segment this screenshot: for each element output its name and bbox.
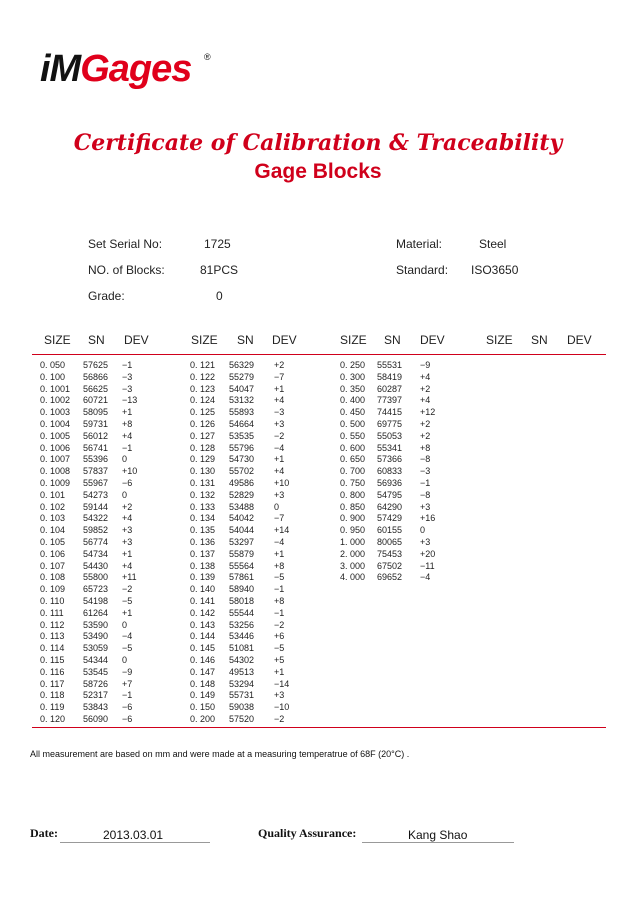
serial-label: Set Serial No: — [88, 237, 163, 251]
col2-dev-header: DEV — [272, 333, 297, 347]
sn-cell: 57520 — [229, 714, 255, 724]
size-cell: 0. 111 — [40, 607, 64, 618]
sn-cell: 53297 — [229, 537, 255, 547]
dev-cell: −10 — [274, 702, 290, 713]
sn-cell: 53490 — [83, 631, 109, 642]
size-cell: 0. 1003 — [40, 407, 71, 418]
dev-cell: +4 — [274, 395, 285, 406]
dev-cell: −1 — [420, 478, 431, 488]
dev-cell: −1 — [274, 584, 285, 595]
size-cell: 0. 146 — [190, 655, 216, 665]
size-cell: 0. 118 — [40, 690, 65, 701]
size-cell: 0. 127 — [190, 430, 216, 441]
size-cell: 0. 139 — [190, 572, 216, 583]
sn-cell: 54044 — [229, 525, 255, 536]
sn-cell: 52829 — [229, 489, 255, 500]
size-cell: 0. 1006 — [40, 442, 71, 453]
sn-cell: 59852 — [83, 525, 109, 536]
dev-cell: −9 — [420, 360, 431, 370]
sn-cell: 59731 — [83, 419, 109, 429]
size-cell: 0. 400 — [340, 395, 366, 406]
size-cell: 4. 000 — [340, 572, 366, 583]
dev-cell: −13 — [122, 395, 138, 406]
col4-sn-header: SN — [531, 333, 548, 347]
size-cell: 0. 136 — [190, 537, 216, 547]
size-cell: 0. 145 — [190, 643, 216, 654]
sn-cell: 55396 — [83, 454, 109, 465]
dev-cell: −9 — [122, 666, 133, 677]
dev-cell: −5 — [274, 572, 285, 583]
dev-cell: −1 — [122, 360, 133, 370]
sn-cell: 53294 — [229, 678, 255, 689]
size-cell: 0. 950 — [340, 525, 366, 536]
dev-cell: −4 — [122, 631, 133, 642]
dev-cell: 0 — [420, 525, 426, 536]
sn-cell: 52317 — [83, 690, 109, 701]
dev-cell: −2 — [274, 430, 285, 441]
sn-cell: 53545 — [83, 666, 109, 677]
dev-cell: −8 — [420, 454, 431, 465]
dev-cell: −2 — [274, 619, 285, 630]
dev-cell: +8 — [274, 560, 285, 571]
sn-cell: 54734 — [83, 548, 109, 559]
size-cell: 0. 117 — [40, 678, 65, 689]
dev-cell: +7 — [122, 678, 133, 689]
grade-value: 0 — [216, 289, 223, 303]
sn-cell: 55731 — [229, 690, 255, 701]
size-cell: 0. 116 — [40, 666, 65, 677]
size-cell: 0. 129 — [190, 454, 216, 465]
blocks-label: NO. of Blocks: — [88, 263, 165, 277]
size-cell: 0. 750 — [340, 478, 366, 488]
size-cell: 0. 115 — [40, 655, 65, 665]
size-cell: 0. 125 — [190, 407, 216, 418]
sn-cell: 51081 — [229, 643, 255, 654]
sn-cell: 53256 — [229, 619, 255, 630]
sn-cell: 53590 — [83, 619, 109, 630]
col1-dev-header: DEV — [124, 333, 149, 347]
qa-value: Kang Shao — [408, 828, 468, 842]
dev-cell: +14 — [274, 525, 290, 536]
size-cell: 0. 250 — [340, 360, 366, 370]
col3-size-header: SIZE — [340, 333, 367, 347]
size-cell: 0. 137 — [190, 548, 216, 559]
dev-cell: −5 — [274, 643, 285, 654]
sn-cell: 56936 — [377, 478, 403, 488]
dev-cell: +3 — [122, 537, 133, 547]
sn-cell: 60155 — [377, 525, 403, 536]
size-cell: 0. 128 — [190, 442, 216, 453]
dev-cell: +2 — [420, 383, 431, 394]
measurement-note: All measurement are based on mm and were made at a measuring temperatrue of 68F (20°C) . — [30, 749, 410, 759]
serial-value: 1725 — [204, 237, 231, 251]
size-cell: 0. 050 — [40, 360, 66, 370]
size-cell: 0. 144 — [190, 631, 216, 642]
qa-signature-line — [362, 842, 514, 843]
sn-cell: 49513 — [229, 666, 255, 677]
size-cell: 0. 131 — [190, 478, 216, 488]
sn-cell: 56012 — [83, 430, 109, 441]
sn-cell: 54273 — [83, 489, 109, 500]
dev-cell: +4 — [420, 395, 431, 406]
dev-cell: +3 — [274, 419, 285, 429]
dev-cell: −1 — [274, 607, 285, 618]
size-cell: 0. 140 — [190, 584, 216, 595]
dev-cell: +2 — [420, 430, 431, 441]
size-cell: 0. 1005 — [40, 430, 71, 441]
dev-cell: +3 — [420, 537, 431, 547]
sn-cell: 77397 — [377, 395, 403, 406]
sn-cell: 55279 — [229, 371, 255, 382]
sn-cell: 54047 — [229, 383, 255, 394]
dev-cell: −3 — [420, 466, 431, 477]
dev-cell: −7 — [274, 371, 285, 382]
sn-cell: 74415 — [377, 407, 403, 418]
size-cell: 2. 000 — [340, 548, 366, 559]
certificate-title: Certificate of Calibration & Traceability — [73, 130, 563, 156]
material-label: Material: — [396, 237, 443, 251]
sn-cell: 59038 — [229, 702, 255, 713]
sn-cell: 60833 — [377, 466, 403, 477]
size-cell: 0. 143 — [190, 619, 216, 630]
sn-cell: 55341 — [377, 442, 403, 453]
dev-cell: +10 — [274, 478, 290, 488]
size-cell: 0. 122 — [190, 371, 216, 382]
dev-cell: −8 — [420, 489, 431, 500]
dev-cell: +1 — [274, 666, 285, 677]
sn-cell: 64290 — [377, 501, 403, 512]
dev-cell: −1 — [122, 690, 133, 701]
sn-cell: 54322 — [83, 513, 109, 524]
size-cell: 0. 148 — [190, 678, 216, 689]
size-cell: 0. 142 — [190, 607, 216, 618]
size-cell: 0. 550 — [340, 430, 366, 441]
sn-cell: 56625 — [83, 383, 109, 394]
qa-label: Quality Assurance: — [258, 826, 357, 840]
size-cell: 0. 450 — [340, 407, 366, 418]
col4-dev-header: DEV — [567, 333, 592, 347]
dev-cell: +3 — [420, 501, 431, 512]
size-cell: 0. 130 — [190, 466, 216, 477]
date-label: Date: — [30, 826, 58, 840]
standard-label: Standard: — [396, 263, 449, 277]
dev-cell: +2 — [420, 419, 431, 429]
sn-cell: 53059 — [83, 643, 109, 654]
sn-cell: 58018 — [229, 596, 255, 606]
sn-cell: 53488 — [229, 501, 255, 512]
sn-cell: 54664 — [229, 419, 255, 429]
dev-cell: +4 — [122, 513, 133, 524]
dev-cell: −3 — [122, 371, 133, 382]
col2-size-header: SIZE — [191, 333, 218, 347]
size-cell: 0. 135 — [190, 525, 216, 536]
dev-cell: +4 — [122, 430, 133, 441]
dev-cell: +2 — [274, 360, 285, 370]
sn-cell: 56866 — [83, 371, 109, 382]
sn-cell: 54344 — [83, 655, 109, 665]
date-value: 2013.03.01 — [103, 828, 164, 842]
dev-cell: +1 — [274, 454, 285, 465]
size-cell: 0. 1002 — [40, 395, 71, 406]
col1-sn-header: SN — [88, 333, 105, 347]
sn-cell: 67502 — [377, 560, 403, 571]
dev-cell: +2 — [122, 501, 133, 512]
sn-cell: 55564 — [229, 560, 255, 571]
dev-cell: +8 — [122, 419, 133, 429]
size-cell: 0. 103 — [40, 513, 66, 524]
logo-prefix: iM — [40, 48, 81, 90]
table-top-rule — [32, 354, 606, 355]
size-cell: 0. 123 — [190, 383, 216, 394]
dev-cell: +6 — [274, 631, 285, 642]
size-cell: 0. 110 — [40, 596, 65, 606]
dev-cell: −6 — [122, 478, 133, 488]
sn-cell: 69775 — [377, 419, 403, 429]
registered-mark: ® — [204, 52, 211, 62]
col2-sn-header: SN — [237, 333, 254, 347]
dev-cell: +1 — [122, 407, 133, 418]
sn-cell: 57861 — [229, 572, 255, 583]
size-cell: 0. 109 — [40, 584, 66, 595]
dev-cell: +8 — [274, 596, 285, 606]
sn-cell: 80065 — [377, 537, 403, 547]
size-cell: 0. 119 — [40, 702, 65, 713]
sn-cell: 49586 — [229, 478, 255, 488]
imgages-logo — [40, 48, 191, 91]
sn-cell: 55053 — [377, 430, 403, 441]
dev-cell: +1 — [274, 383, 285, 394]
dev-cell: −6 — [122, 714, 133, 724]
dev-cell: +12 — [420, 407, 436, 418]
dev-cell: −3 — [274, 407, 285, 418]
size-cell: 0. 1008 — [40, 466, 71, 477]
size-cell: 0. 149 — [190, 690, 216, 701]
dev-cell: +1 — [122, 607, 133, 618]
size-cell: 0. 600 — [340, 442, 366, 453]
size-cell: 0. 121 — [190, 360, 216, 370]
dev-cell: 0 — [274, 501, 280, 512]
sn-cell: 60721 — [83, 395, 109, 406]
dev-cell: +3 — [274, 690, 285, 701]
size-cell: 0. 700 — [340, 466, 366, 477]
dev-cell: +1 — [122, 548, 133, 559]
size-cell: 3. 000 — [340, 560, 366, 571]
sn-cell: 58940 — [229, 584, 255, 595]
col1-size-header: SIZE — [44, 333, 71, 347]
sn-cell: 55702 — [229, 466, 255, 477]
size-cell: 0. 106 — [40, 548, 66, 559]
size-cell: 0. 650 — [340, 454, 366, 465]
size-cell: 0. 108 — [40, 572, 66, 583]
size-cell: 1. 000 — [340, 537, 366, 547]
sn-cell: 75453 — [377, 548, 403, 559]
dev-cell: +3 — [274, 489, 285, 500]
sn-cell: 57625 — [83, 360, 109, 370]
sn-cell: 55544 — [229, 607, 255, 618]
size-cell: 0. 850 — [340, 501, 366, 512]
sn-cell: 55800 — [83, 572, 109, 583]
size-cell: 0. 350 — [340, 383, 366, 394]
sn-cell: 55879 — [229, 548, 255, 559]
dev-cell: +10 — [122, 466, 138, 477]
size-cell: 0. 101 — [40, 489, 66, 500]
size-cell: 0. 112 — [40, 619, 65, 630]
sn-cell: 53446 — [229, 631, 255, 642]
grade-label: Grade: — [88, 289, 125, 303]
dev-cell: 0 — [122, 619, 128, 630]
size-cell: 0. 1007 — [40, 454, 71, 465]
sn-cell: 60287 — [377, 383, 403, 394]
dev-cell: −4 — [274, 442, 285, 453]
size-cell: 0. 141 — [190, 596, 216, 606]
size-cell: 0. 1001 — [40, 383, 71, 394]
size-cell: 0. 138 — [190, 560, 216, 571]
dev-cell: −7 — [274, 513, 285, 524]
size-cell: 0. 200 — [190, 714, 216, 724]
logo-brand: Gages — [80, 48, 192, 90]
sn-cell: 56741 — [83, 442, 109, 453]
size-cell: 0. 104 — [40, 525, 66, 536]
blocks-value: 81PCS — [200, 263, 239, 277]
size-cell: 0. 147 — [190, 666, 216, 677]
sn-cell: 54730 — [229, 454, 255, 465]
dev-cell: 0 — [122, 655, 128, 665]
size-cell: 0. 126 — [190, 419, 216, 429]
size-cell: 0. 102 — [40, 501, 66, 512]
size-cell: 0. 113 — [40, 631, 65, 642]
size-cell: 0. 120 — [40, 714, 66, 724]
sn-cell: 58419 — [377, 371, 403, 382]
sn-cell: 65723 — [83, 584, 109, 595]
dev-cell: +3 — [122, 525, 133, 536]
certificate-subtitle: Gage Blocks — [254, 160, 382, 183]
size-cell: 0. 107 — [40, 560, 66, 571]
sn-cell: 58095 — [83, 407, 109, 418]
dev-cell: +5 — [274, 655, 285, 665]
size-cell: 0. 900 — [340, 513, 366, 524]
size-cell: 0. 100 — [40, 371, 66, 382]
dev-cell: −2 — [274, 714, 285, 724]
standard-value: ISO3650 — [471, 263, 519, 277]
size-cell: 0. 800 — [340, 489, 366, 500]
sn-cell: 58726 — [83, 678, 109, 689]
dev-cell: −2 — [122, 584, 133, 595]
sn-cell: 57429 — [377, 513, 403, 524]
sn-cell: 55796 — [229, 442, 255, 453]
sn-cell: 55967 — [83, 478, 109, 488]
dev-cell: +1 — [274, 548, 285, 559]
sn-cell: 53535 — [229, 430, 255, 441]
size-cell: 0. 1009 — [40, 478, 71, 488]
size-cell: 0. 134 — [190, 513, 216, 524]
sn-cell: 54430 — [83, 560, 109, 571]
dev-cell: −14 — [274, 678, 290, 689]
date-signature-line — [60, 842, 210, 843]
sn-cell: 54302 — [229, 655, 255, 665]
dev-cell: +16 — [420, 513, 436, 524]
size-cell: 0. 105 — [40, 537, 66, 547]
sn-cell: 56090 — [83, 714, 109, 724]
sn-cell: 55893 — [229, 407, 255, 418]
size-cell: 0. 500 — [340, 419, 366, 429]
dev-cell: −5 — [122, 643, 133, 654]
dev-cell: +11 — [122, 572, 137, 583]
sn-cell: 53843 — [83, 702, 109, 713]
dev-cell: −11 — [420, 560, 435, 571]
col3-sn-header: SN — [384, 333, 401, 347]
dev-cell: −6 — [122, 702, 133, 713]
dev-cell: +4 — [420, 371, 431, 382]
dev-cell: −3 — [122, 383, 133, 394]
dev-cell: 0 — [122, 454, 128, 465]
dev-cell: +4 — [122, 560, 133, 571]
dev-cell: −5 — [122, 596, 133, 606]
sn-cell: 57366 — [377, 454, 403, 465]
size-cell: 0. 133 — [190, 501, 216, 512]
size-cell: 0. 1004 — [40, 419, 71, 429]
col4-size-header: SIZE — [486, 333, 513, 347]
sn-cell: 55531 — [377, 360, 403, 370]
sn-cell: 59144 — [83, 501, 109, 512]
sn-cell: 56774 — [83, 537, 109, 547]
size-cell: 0. 300 — [340, 371, 366, 382]
material-value: Steel — [479, 237, 507, 251]
size-cell: 0. 132 — [190, 489, 216, 500]
size-cell: 0. 150 — [190, 702, 216, 713]
dev-cell: −4 — [274, 537, 285, 547]
sn-cell: 56329 — [229, 360, 255, 370]
sn-cell: 69652 — [377, 572, 403, 583]
sn-cell: 54198 — [83, 596, 109, 606]
dev-cell: +20 — [420, 548, 436, 559]
table-bottom-rule — [32, 727, 606, 728]
col3-dev-header: DEV — [420, 333, 445, 347]
dev-cell: +8 — [420, 442, 431, 453]
size-cell: 0. 114 — [40, 643, 65, 654]
sn-cell: 57837 — [83, 466, 109, 477]
sn-cell: 54795 — [377, 489, 403, 500]
dev-cell: −1 — [122, 442, 133, 453]
dev-cell: 0 — [122, 489, 128, 500]
sn-cell: 53132 — [229, 395, 255, 406]
sn-cell: 54042 — [229, 513, 255, 524]
dev-cell: +4 — [274, 466, 285, 477]
dev-cell: −4 — [420, 572, 431, 583]
sn-cell: 61264 — [83, 607, 109, 618]
size-cell: 0. 124 — [190, 395, 216, 406]
